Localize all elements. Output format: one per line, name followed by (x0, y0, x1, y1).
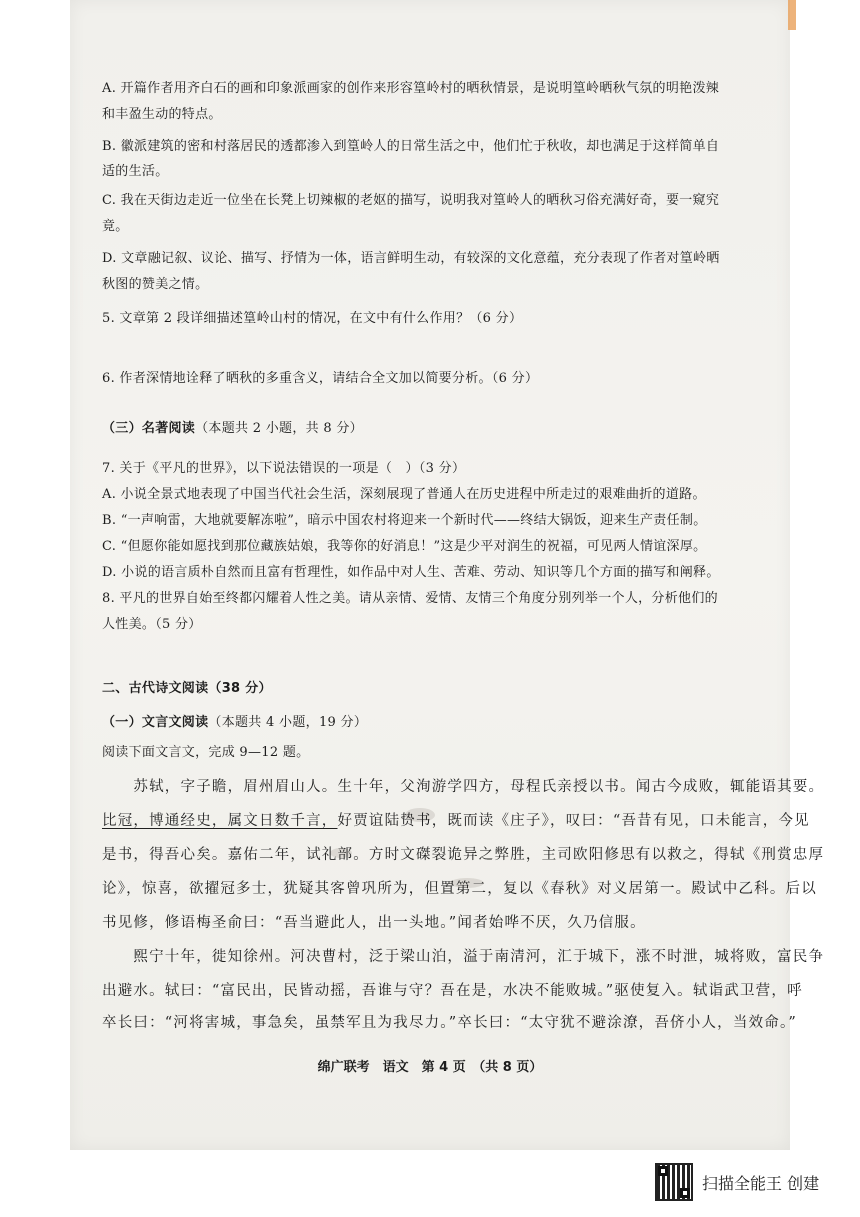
qr-code-icon (655, 1163, 693, 1201)
passage-underlined-sentence: 比冠，博通经史，属文日数千言， (102, 813, 338, 829)
page-edge-mark (788, 0, 796, 30)
passage-p1-line2-rest: 好贾谊陆贽书，既而读《庄子》，叹曰：“吾昔有见，口未能言，今见 (337, 813, 810, 829)
section-3-title: （三）名著阅读 (102, 421, 196, 436)
passage-p1-line5: 书见修，修语梅圣俞曰：“吾当避此人，出一头地。”闻者始哗不厌，久乃信服。 (102, 915, 646, 931)
question-8-line1: 8. 平凡的世界自始至终都闪耀着人性之美。请从亲情、爱情、友情三个角度分别列举一个人，分析他们的 (102, 591, 718, 606)
option-c-line1: C. 我在天街边走近一位坐在长凳上切辣椒的老妪的描写，说明我对篁岭人的晒秋习俗充满好奇，要一窥究 (102, 193, 720, 208)
option-d-line1: D. 文章融记叙、议论、描写、抒情为一体，语言鲜明生动，有较深的文化意蕴，充分表现了作者对篁岭晒 (102, 251, 720, 266)
passage-p1-line4: 论》，惊喜，欲擢冠多士，犹疑其客曾巩所为，但置第二，复以《春秋》对义居第一。殿试中乙科。后以 (102, 881, 817, 897)
question-5: 5. 文章第 2 段详细描述篁岭山村的情况，在文中有什么作用？（6 分） (102, 311, 523, 326)
question-7-option-d: D. 小说的语言质朴自然而且富有哲理性，如作品中对人生、苦难、劳动、知识等几个方面的描写和阐释。 (102, 565, 720, 580)
passage-p2-line3: 卒长曰：“河将害城，事急矣，虽禁军且为我尽力。”卒长曰：“太守犹不避涂潦，吾侪小人，当效命。” (102, 1015, 798, 1031)
option-b-line2: 适的生活。 (102, 164, 169, 179)
part-2-sub-note: （本题共 4 小题，19 分） (208, 715, 368, 730)
part-2-sub-title: （一）文言文阅读 (102, 715, 209, 730)
passage-p1-line3: 是书，得吾心矣。嘉佑二年，试礼部。方时文磔裂诡异之弊胜，主司欧阳修思有以救之，得轼《刑赏忠厚 (102, 847, 825, 863)
option-a-line2: 和丰盈生动的特点。 (102, 107, 222, 122)
section-3-note: （本题共 2 小题，共 8 分） (195, 421, 363, 436)
question-6: 6. 作者深情地诠释了晒秋的多重含义，请结合全文加以简要分析。（6 分） (102, 371, 539, 386)
passage-p2-line1: 熙宁十年，徙知徐州。河决曹村，泛于梁山泊，溢于南清河，汇于城下，涨不时泄，城将败，富民争 (102, 949, 825, 965)
passage-p1-line1: 苏轼，字子瞻，眉州眉山人。生十年，父洵游学四方，母程氏亲授以书。闻古今成败，辄能语其要。 (102, 779, 825, 795)
part-2-sub-heading (102, 714, 367, 731)
section-3-heading (102, 420, 363, 437)
question-7-stem: 7. 关于《平凡的世界》，以下说法错误的一项是（ ）（3 分） (102, 461, 466, 476)
scanner-watermark: 扫描全能王 创建 (702, 1174, 820, 1193)
option-a-line1: A. 开篇作者用齐白石的画和印象派画家的创作来形容篁岭村的晒秋情景，是说明篁岭晒秋气氛的明艳泼辣 (102, 81, 720, 96)
passage-p1-line2 (102, 812, 810, 831)
page-footer: 绵广联考 语文 第 4 页 （共 8 页） (317, 1060, 543, 1075)
question-8-line2: 人性美。（5 分） (102, 617, 202, 632)
option-c-line2: 竟。 (102, 219, 129, 234)
part-2-title: 二、古代诗文阅读（38 分） (102, 681, 272, 696)
option-b-line1: B. 徽派建筑的密和村落居民的透都渗入到篁岭人的日常生活之中，他们忙于秋收，却也满足于这样简单自 (102, 139, 720, 154)
passage-instruction: 阅读下面文言文，完成 9—12 题。 (102, 745, 310, 760)
question-7-option-a: A. 小说全景式地表现了中国当代社会生活，深刻展现了普通人在历史进程中所走过的艰难曲折的道路。 (102, 487, 706, 502)
question-7-option-b: B. “一声响雷，大地就要解冻啦”，暗示中国农村将迎来一个新时代——终结大锅饭，迎来生产责任制。 (102, 513, 707, 528)
question-7-option-c: C. “但愿你能如愿找到那位藏族姑娘，我等你的好消息！”这是少平对润生的祝福，可见两人情谊深厚。 (102, 539, 707, 554)
passage-p2-line2: 出避水。轼曰：“富民出，民皆动摇，吾谁与守？吾在是，水决不能败城。”驱使复入。轼诣武卫营，呼 (102, 983, 803, 999)
option-d-line2: 秋图的赞美之情。 (102, 277, 209, 292)
